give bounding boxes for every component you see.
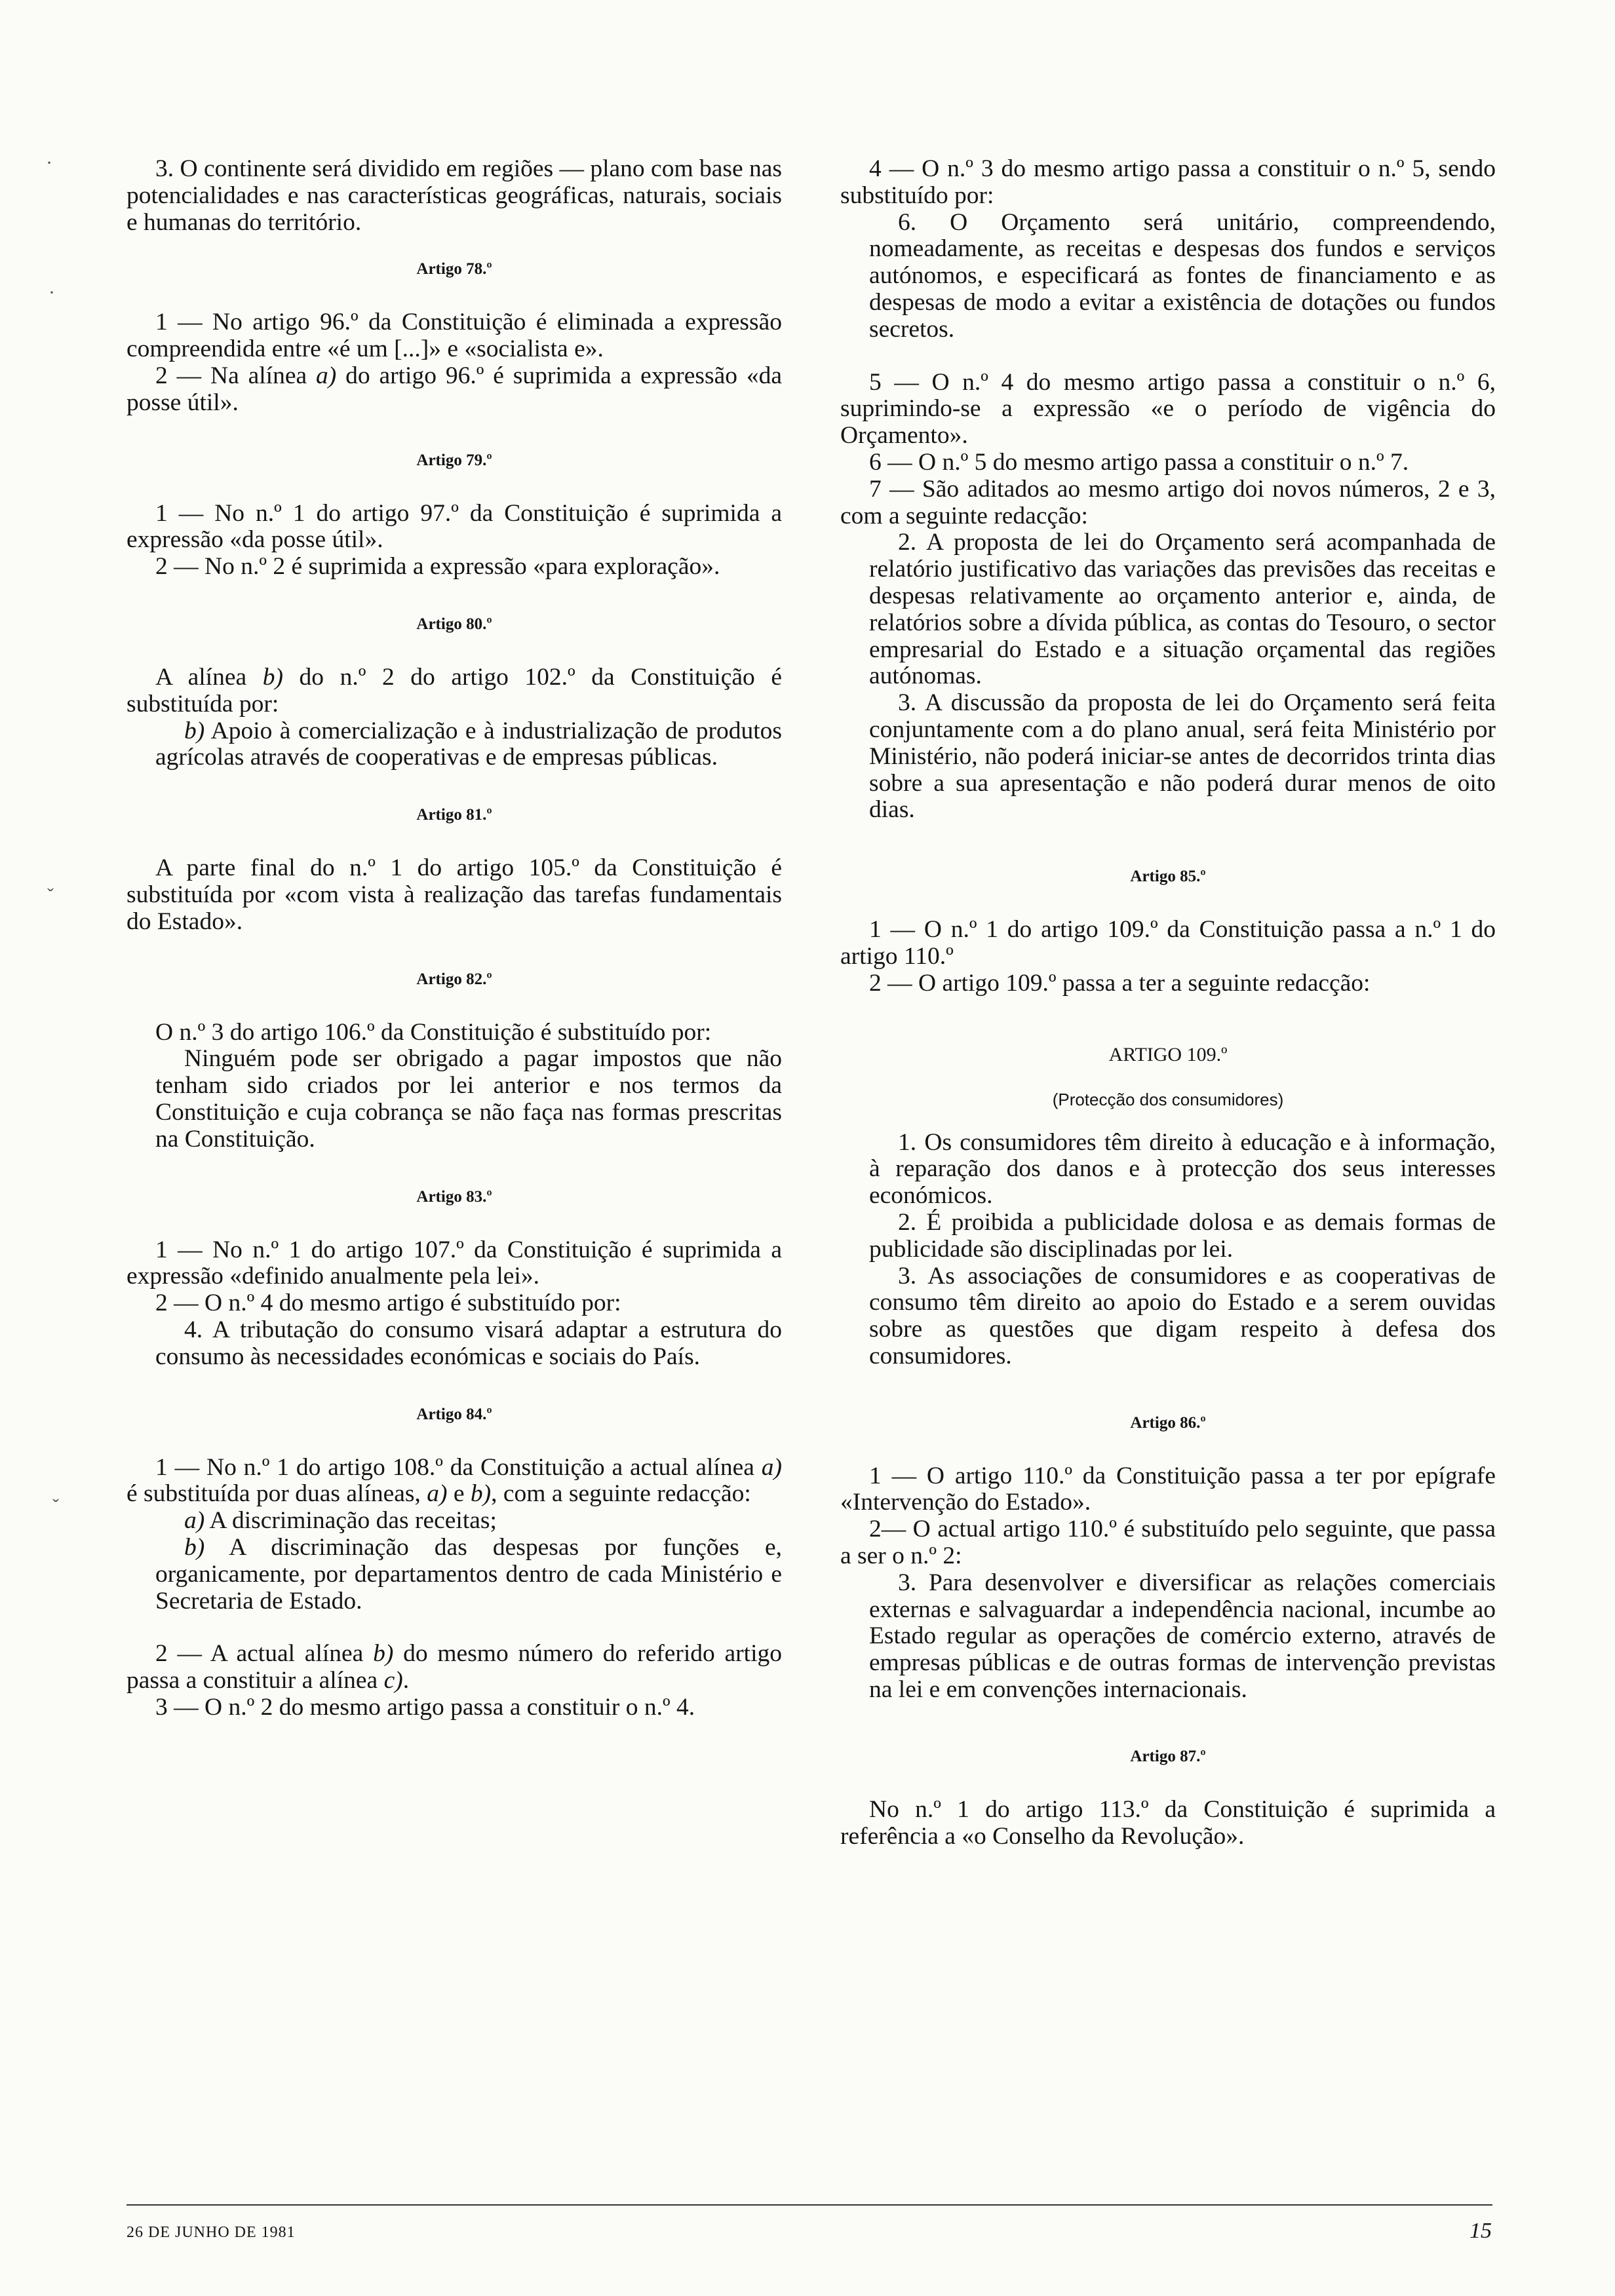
italic-run: a) (184, 1507, 205, 1535)
paragraph: 1 — No n.º 1 do artigo 107.º da Constituição é suprimida a expressão «definido anualmente pela lei». (126, 1236, 782, 1290)
italic-run: b) (470, 1480, 492, 1508)
paragraph: 3. Para desenvolver e diversificar as relações comerciais externas e salvaguardar a independência nacional, incumbe ao Estado regular as operações de comércio externo, através de empresas públicas e de outras formas de intervenção previstas na lei e em convenções internacionais. (869, 1569, 1496, 1704)
article-subtitle: (Protecção dos consumidores) (1052, 1089, 1284, 1109)
quoted-text (126, 1317, 782, 1371)
paragraph (155, 1508, 782, 1535)
paragraph (126, 664, 782, 718)
text-run: A discriminação das despesas por funções e, organicamente, por departamentos dentro de cada Ministério e Secretaria de Estado. (155, 1533, 782, 1615)
quoted-text (126, 1046, 782, 1153)
scan-mark: ˇ (52, 1495, 59, 1517)
spacer (840, 343, 1496, 370)
article-heading: Artigo 84.º (416, 1405, 492, 1423)
paragraph: 3. A discussão da proposta de lei do Orçamento será feita conjuntamente com a do plano anual, será feita Ministério por Ministério, não poderá iniciar-se antes de decorridos trinta dias sobre a sua apresentação e não poderá durar menos de oito dias. (869, 689, 1496, 824)
paragraph: 2 — O n.º 4 do mesmo artigo é substituído por: (155, 1290, 621, 1317)
spacer (126, 1615, 782, 1641)
paragraph: 4 — O n.º 3 do mesmo artigo passa a constituir o n.º 5, sendo substituído por: (840, 155, 1496, 209)
quoted-text (840, 210, 1496, 343)
text-run: , com a seguinte redacção: (491, 1480, 751, 1508)
italic-run: b) (184, 717, 205, 744)
paragraph: O n.º 3 do artigo 106.º da Constituição é substituído por: (155, 1018, 712, 1046)
footer-date: 26 DE JUNHO DE 1981 (126, 2224, 296, 2241)
italic-run: b) (373, 1640, 394, 1668)
italic-run: b) (262, 663, 283, 691)
article-heading: Artigo 78.º (416, 260, 492, 278)
scan-mark: ˇ (47, 885, 54, 906)
quoted-text (126, 718, 782, 772)
italic-run: b) (184, 1533, 205, 1561)
paragraph: 6 — O n.º 5 do mesmo artigo passa a constituir o n.º 7. (869, 448, 1409, 476)
paragraph: A parte final do n.º 1 do artigo 105.º da Constituição é substituída por «com vista à realização das tarefas fundamentais do Estado». (126, 854, 782, 935)
italic-run: a) (316, 362, 337, 389)
text-run: Apoio à comercialização e à industrialização de produtos agrícolas através de cooperativas e de empresas públicas. (155, 717, 782, 771)
paragraph: 3. O continente será dividido em regiões — plano com base nas potencialidades e nas características geográficas, naturais, sociais e humanas do território. (126, 155, 782, 236)
paragraph (155, 1535, 782, 1615)
italic-run: a) (761, 1453, 782, 1481)
article-heading: Artigo 85.º (1130, 868, 1206, 886)
text-run: do n.º 2 do artigo 102.º da Constituição é substituída por: (126, 663, 782, 718)
article-heading: Artigo 81.º (416, 806, 492, 824)
text-run: e (447, 1480, 471, 1508)
paragraph: 1 — No n.º 1 do artigo 97.º da Constituição é suprimida a expressão «da posse útil». (126, 499, 782, 554)
paragraph: No n.º 1 do artigo 113.º da Constituição é suprimida a referência a «o Conselho da Revolução». (840, 1795, 1496, 1850)
text-run: A discriminação das receitas; (204, 1507, 497, 1535)
text-run: 2 — A actual alínea (155, 1640, 374, 1668)
paragraph: 1 — O artigo 110.º da Constituição passa a ter por epígrafe «Intervenção do Estado». (840, 1462, 1496, 1516)
paragraph: 4. A tributação do consumo visará adaptar a estrutura do consumo às necessidades económicas e sociais do País. (155, 1316, 782, 1370)
quoted-text (840, 1130, 1496, 1370)
text-run: 1 — No n.º 1 do artigo 108.º da Constituição a actual alínea (155, 1453, 762, 1481)
paragraph: 2. É proibida a publicidade dolosa e as demais formas de publicidade são disciplinadas por lei. (869, 1208, 1496, 1263)
paragraph (126, 363, 782, 417)
italic-run: c) (383, 1667, 403, 1694)
paragraph (155, 718, 782, 772)
scan-mark: · (49, 282, 55, 303)
left-column (126, 156, 782, 1721)
quoted-text (126, 1508, 782, 1615)
article-heading: Artigo 80.º (416, 615, 492, 633)
paragraph (126, 1641, 782, 1694)
text-run: do artigo 96.º é suprimida a expressão «da posse útil». (126, 362, 782, 416)
paragraph (126, 1455, 782, 1508)
paragraph: 2— O actual artigo 110.º é substituído pelo seguinte, que passa a ser o n.º 2: (840, 1516, 1496, 1570)
article-heading: Artigo 87.º (1130, 1747, 1206, 1765)
paragraph: 2 — O artigo 109.º passa a ter a seguinte redacção: (869, 969, 1371, 997)
right-column (840, 156, 1496, 1850)
article-heading: Artigo 82.º (416, 970, 492, 988)
paragraph: 3. As associações de consumidores e as cooperativas de consumo têm direito ao apoio do Estado e a serem ouvidas sobre as questões que digam respeito à defesa dos consumidores. (869, 1262, 1496, 1369)
paragraph: 1. Os consumidores têm direito à educação e à informação, à reparação dos danos e à protecção dos seus interesses económicos. (869, 1128, 1496, 1210)
article-title: ARTIGO 109.º (1108, 1043, 1228, 1065)
paragraph: 5 — O n.º 4 do mesmo artigo passa a constituir o n.º 6, suprimindo-se a expressão «e o período de vigência do Orçamento». (840, 368, 1496, 450)
quoted-text (840, 529, 1496, 824)
text-run: é substituída por duas alíneas, (126, 1480, 427, 1508)
paragraph: 2 — No n.º 2 é suprimida a expressão «para exploração». (155, 553, 720, 581)
text-run: do mesmo número do referido artigo passa a constituir a alínea (126, 1640, 782, 1694)
page-number: 15 (1469, 2219, 1492, 2243)
paragraph: 7 — São aditados ao mesmo artigo doi novos números, 2 e 3, com a seguinte redacção: (840, 475, 1496, 529)
text-run: 2 — Na alínea (155, 362, 316, 389)
paragraph: 3 — O n.º 2 do mesmo artigo passa a constituir o n.º 4. (155, 1693, 695, 1721)
italic-run: a) (427, 1480, 448, 1508)
article-heading: Artigo 79.º (416, 451, 492, 469)
paragraph: 1 — O n.º 1 do artigo 109.º da Constituição passa a n.º 1 do artigo 110.º (840, 916, 1496, 970)
paragraph: Ninguém pode ser obrigado a pagar impostos que não tenham sido criados por lei anterior e nos termos da Constituição e cuja cobrança se não faça nas formas prescritas na Constituição. (155, 1045, 782, 1153)
footer-rule (126, 2204, 1492, 2206)
paragraph: 2. A proposta de lei do Orçamento será acompanhada de relatório justificativo das variações das previsões das receitas e despesas relativamente ao orçamento anterior e, ainda, de relatórios sobre a dívida pública, as contas do Tesouro, o sector empresarial do Estado e a situação orçamental das regiões autónomas. (869, 529, 1496, 690)
text-run: A alínea (155, 663, 263, 691)
article-heading: Artigo 86.º (1130, 1413, 1206, 1432)
scan-mark: · (46, 152, 52, 174)
text-run: . (402, 1667, 410, 1694)
quoted-text (840, 1570, 1496, 1704)
article-heading: Artigo 83.º (416, 1187, 492, 1206)
paragraph: 1 — No artigo 96.º da Constituição é eliminada a expressão compreendida entre «é um [...]» e «socialista e». (126, 309, 782, 363)
paragraph: 6. O Orçamento será unitário, compreendendo, nomeadamente, as receitas e despesas dos fundos e serviços autónomos, e especificará as fontes de financiamento e as despesas de modo a evitar a existência de dotações ou fundos secretos. (869, 208, 1496, 343)
